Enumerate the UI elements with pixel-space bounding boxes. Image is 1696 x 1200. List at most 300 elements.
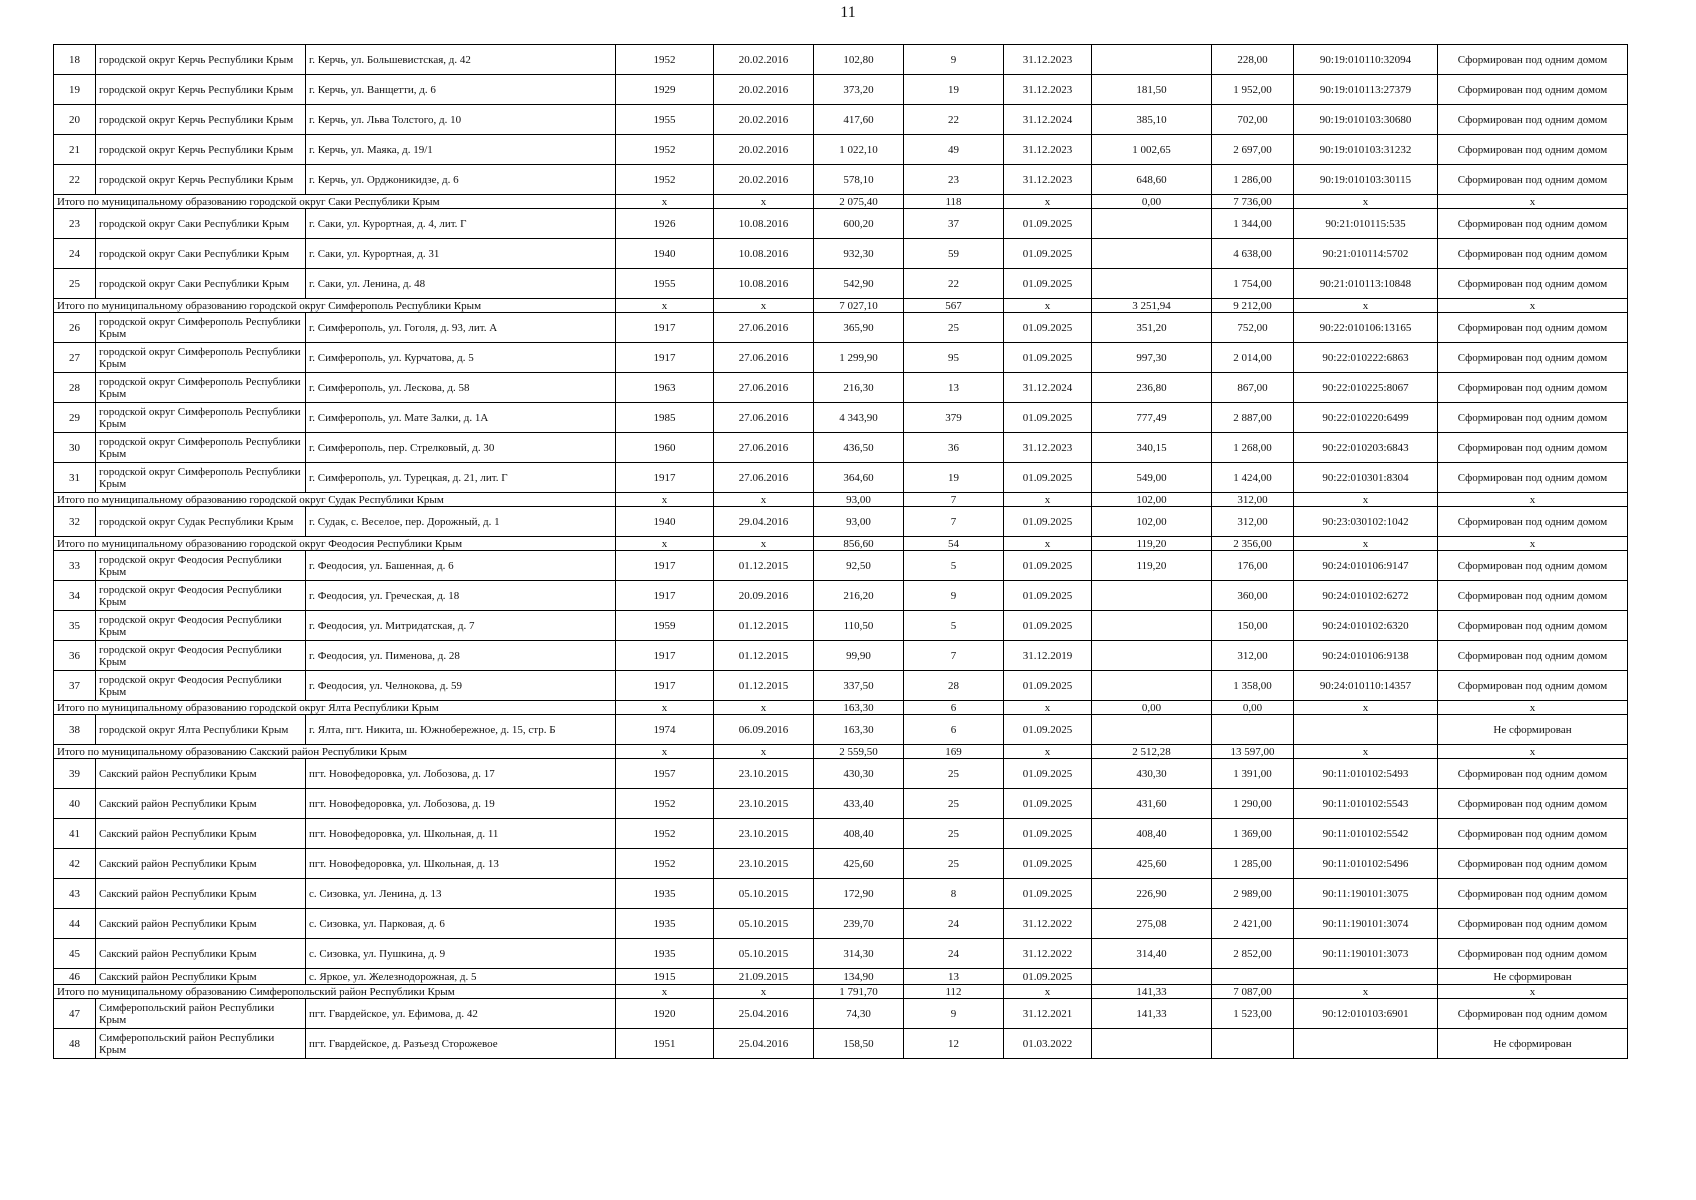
date-cell: 23.10.2015 (714, 789, 814, 819)
area-cell: 1 022,10 (814, 135, 904, 165)
deadline-cell: x (1004, 299, 1092, 313)
address-cell: г. Феодосия, ул. Митридатская, д. 7 (306, 611, 616, 641)
row-number-cell: 37 (54, 671, 96, 701)
residents-cell: 5 (904, 611, 1004, 641)
table-row (54, 999, 1628, 1029)
deadline-cell: 31.12.2021 (1004, 999, 1092, 1029)
row-number-cell: 21 (54, 135, 96, 165)
subtotal-label: Итого по муниципальному образованию Симферопольский район Республики Крым (54, 985, 616, 999)
date-cell: 29.04.2016 (714, 507, 814, 537)
cadastral-number-cell: 90:11:010102:5543 (1294, 789, 1438, 819)
land-status-cell: Не сформирован (1438, 1029, 1628, 1059)
row-number-cell: 26 (54, 313, 96, 343)
table-row (54, 611, 1628, 641)
date-cell: 01.12.2015 (714, 611, 814, 641)
date-cell: 10.08.2016 (714, 239, 814, 269)
municipality-cell: городской округ Симферополь Республики Крым (96, 463, 306, 493)
value2-cell: 4 638,00 (1212, 239, 1294, 269)
area-cell: 1 791,70 (814, 985, 904, 999)
residents-cell: 13 (904, 373, 1004, 403)
municipality-cell: городской округ Феодосия Республики Крым (96, 611, 306, 641)
residents-cell: 9 (904, 999, 1004, 1029)
row-number-cell: 45 (54, 939, 96, 969)
table-row (54, 759, 1628, 789)
land-status-cell: Сформирован под одним домом (1438, 135, 1628, 165)
area-cell: 102,80 (814, 45, 904, 75)
value1-cell: 0,00 (1092, 701, 1212, 715)
area-cell: 74,30 (814, 999, 904, 1029)
deadline-cell: 31.12.2023 (1004, 45, 1092, 75)
cadastral-number-cell: 90:22:010222:6863 (1294, 343, 1438, 373)
value1-cell: 431,60 (1092, 789, 1212, 819)
cadastral-number-cell: 90:22:010301:8304 (1294, 463, 1438, 493)
cadastral-number-cell: 90:19:010103:30115 (1294, 165, 1438, 195)
value2-cell (1212, 1029, 1294, 1059)
municipality-cell: городской округ Феодосия Республики Крым (96, 641, 306, 671)
area-cell: 364,60 (814, 463, 904, 493)
year-cell: 1917 (616, 551, 714, 581)
municipality-cell: городской округ Керчь Республики Крым (96, 45, 306, 75)
area-cell: 600,20 (814, 209, 904, 239)
municipality-cell: Сакский район Республики Крым (96, 849, 306, 879)
value2-cell: 1 290,00 (1212, 789, 1294, 819)
date-cell: 21.09.2015 (714, 969, 814, 985)
value1-cell: 997,30 (1092, 343, 1212, 373)
municipality-cell: городской округ Симферополь Республики Крым (96, 433, 306, 463)
year-cell: 1952 (616, 849, 714, 879)
value1-cell: 275,08 (1092, 909, 1212, 939)
cadastral-number-cell: 90:11:010102:5496 (1294, 849, 1438, 879)
cadastral-number-cell: 90:19:010110:32094 (1294, 45, 1438, 75)
address-cell: пгт. Гвардейское, д. Разъезд Сторожевое (306, 1029, 616, 1059)
value2-cell: 7 736,00 (1212, 195, 1294, 209)
land-status-cell: Сформирован под одним домом (1438, 879, 1628, 909)
land-status-cell: Не сформирован (1438, 969, 1628, 985)
municipality-cell: Сакский район Республики Крым (96, 819, 306, 849)
year-cell: 1974 (616, 715, 714, 745)
table-row (54, 239, 1628, 269)
cadastral-number-cell (1294, 715, 1438, 745)
cadastral-number-cell (1294, 969, 1438, 985)
deadline-cell: 01.09.2025 (1004, 789, 1092, 819)
value1-cell: 102,00 (1092, 493, 1212, 507)
land-status-cell: Сформирован под одним домом (1438, 581, 1628, 611)
date-cell: 10.08.2016 (714, 269, 814, 299)
date-cell: x (714, 195, 814, 209)
municipality-cell: городской округ Симферополь Республики Крым (96, 313, 306, 343)
residents-cell: 37 (904, 209, 1004, 239)
year-cell: x (616, 537, 714, 551)
deadline-cell: 01.09.2025 (1004, 715, 1092, 745)
area-cell: 216,30 (814, 373, 904, 403)
area-cell: 2 559,50 (814, 745, 904, 759)
table-row (54, 819, 1628, 849)
deadline-cell: x (1004, 493, 1092, 507)
table-row (54, 909, 1628, 939)
cadastral-number-cell: 90:23:030102:1042 (1294, 507, 1438, 537)
land-status-cell: Сформирован под одним домом (1438, 463, 1628, 493)
land-status-cell: Сформирован под одним домом (1438, 209, 1628, 239)
cadastral-number-cell: 90:19:010103:31232 (1294, 135, 1438, 165)
area-cell: 856,60 (814, 537, 904, 551)
residents-cell: 7 (904, 507, 1004, 537)
subtotal-row (54, 195, 1628, 209)
residents-cell: 169 (904, 745, 1004, 759)
year-cell: 1959 (616, 611, 714, 641)
value2-cell: 2 697,00 (1212, 135, 1294, 165)
municipality-cell: городской округ Керчь Республики Крым (96, 165, 306, 195)
cadastral-number-cell: x (1294, 985, 1438, 999)
date-cell: 20.02.2016 (714, 105, 814, 135)
area-cell: 417,60 (814, 105, 904, 135)
cadastral-number-cell: 90:11:010102:5493 (1294, 759, 1438, 789)
row-number-cell: 38 (54, 715, 96, 745)
address-cell: г. Саки, ул. Курортная, д. 31 (306, 239, 616, 269)
residents-cell: 8 (904, 879, 1004, 909)
value2-cell: 2 989,00 (1212, 879, 1294, 909)
land-status-cell: Сформирован под одним домом (1438, 343, 1628, 373)
address-cell: г. Керчь, ул. Ванщетти, д. 6 (306, 75, 616, 105)
value2-cell: 2 356,00 (1212, 537, 1294, 551)
address-cell: г. Ялта, пгт. Никита, ш. Южнобережное, д. 15, стр. Б (306, 715, 616, 745)
land-status-cell: Сформирован под одним домом (1438, 849, 1628, 879)
cadastral-number-cell: 90:11:190101:3075 (1294, 879, 1438, 909)
deadline-cell: 01.09.2025 (1004, 879, 1092, 909)
year-cell: x (616, 985, 714, 999)
land-status-cell: Сформирован под одним домом (1438, 789, 1628, 819)
address-cell: г. Керчь, ул. Орджоникидзе, д. 6 (306, 165, 616, 195)
municipality-cell: городской округ Керчь Республики Крым (96, 105, 306, 135)
year-cell: 1955 (616, 105, 714, 135)
deadline-cell: 01.09.2025 (1004, 209, 1092, 239)
table-row (54, 373, 1628, 403)
year-cell: 1957 (616, 759, 714, 789)
area-cell: 433,40 (814, 789, 904, 819)
value2-cell: 2 014,00 (1212, 343, 1294, 373)
date-cell: 01.12.2015 (714, 671, 814, 701)
value2-cell: 1 754,00 (1212, 269, 1294, 299)
municipality-cell: городской округ Ялта Республики Крым (96, 715, 306, 745)
residents-cell: 13 (904, 969, 1004, 985)
area-cell: 134,90 (814, 969, 904, 985)
address-cell: г. Симферополь, ул. Мате Залки, д. 1А (306, 403, 616, 433)
value1-cell: 102,00 (1092, 507, 1212, 537)
table-row (54, 269, 1628, 299)
table-body (54, 45, 1628, 1059)
date-cell: 27.06.2016 (714, 433, 814, 463)
municipality-cell: городской округ Керчь Республики Крым (96, 135, 306, 165)
value2-cell: 1 285,00 (1212, 849, 1294, 879)
area-cell: 163,30 (814, 701, 904, 715)
area-cell: 425,60 (814, 849, 904, 879)
municipality-cell: городской округ Судак Республики Крым (96, 507, 306, 537)
date-cell: 27.06.2016 (714, 343, 814, 373)
residents-cell: 24 (904, 909, 1004, 939)
land-status-cell: Сформирован под одним домом (1438, 239, 1628, 269)
deadline-cell: 01.09.2025 (1004, 759, 1092, 789)
subtotal-row (54, 701, 1628, 715)
area-cell: 314,30 (814, 939, 904, 969)
value1-cell (1092, 611, 1212, 641)
date-cell: 10.08.2016 (714, 209, 814, 239)
value1-cell: 385,10 (1092, 105, 1212, 135)
housing-register-table (53, 44, 1628, 1059)
date-cell: 20.02.2016 (714, 165, 814, 195)
year-cell: 1917 (616, 671, 714, 701)
table-row (54, 715, 1628, 745)
deadline-cell: 31.12.2024 (1004, 373, 1092, 403)
address-cell: г. Симферополь, ул. Турецкая, д. 21, лит. Г (306, 463, 616, 493)
row-number-cell: 23 (54, 209, 96, 239)
area-cell: 337,50 (814, 671, 904, 701)
row-number-cell: 48 (54, 1029, 96, 1059)
row-number-cell: 47 (54, 999, 96, 1029)
land-status-cell: Сформирован под одним домом (1438, 313, 1628, 343)
year-cell: 1952 (616, 165, 714, 195)
value2-cell: 312,00 (1212, 507, 1294, 537)
cadastral-number-cell: 90:11:190101:3073 (1294, 939, 1438, 969)
area-cell: 408,40 (814, 819, 904, 849)
cadastral-number-cell (1294, 1029, 1438, 1059)
table-row (54, 343, 1628, 373)
row-number-cell: 30 (54, 433, 96, 463)
value2-cell: 1 358,00 (1212, 671, 1294, 701)
value1-cell (1092, 45, 1212, 75)
year-cell: 1951 (616, 1029, 714, 1059)
residents-cell: 112 (904, 985, 1004, 999)
row-number-cell: 24 (54, 239, 96, 269)
area-cell: 932,30 (814, 239, 904, 269)
row-number-cell: 35 (54, 611, 96, 641)
address-cell: г. Симферополь, ул. Гоголя, д. 93, лит. А (306, 313, 616, 343)
date-cell: 27.06.2016 (714, 313, 814, 343)
address-cell: г. Симферополь, ул. Курчатова, д. 5 (306, 343, 616, 373)
residents-cell: 7 (904, 493, 1004, 507)
subtotal-label: Итого по муниципальному образованию Сакский район Республики Крым (54, 745, 616, 759)
value2-cell: 176,00 (1212, 551, 1294, 581)
municipality-cell: Симферопольский район Республики Крым (96, 1029, 306, 1059)
row-number-cell: 33 (54, 551, 96, 581)
cadastral-number-cell: x (1294, 701, 1438, 715)
residents-cell: 25 (904, 789, 1004, 819)
cadastral-number-cell: 90:24:010106:9147 (1294, 551, 1438, 581)
value1-cell (1092, 269, 1212, 299)
land-status-cell: Сформирован под одним домом (1438, 671, 1628, 701)
municipality-cell: Сакский район Республики Крым (96, 909, 306, 939)
table-row (54, 671, 1628, 701)
residents-cell: 95 (904, 343, 1004, 373)
land-status-cell: Сформирован под одним домом (1438, 909, 1628, 939)
date-cell: x (714, 299, 814, 313)
area-cell: 216,20 (814, 581, 904, 611)
value2-cell: 702,00 (1212, 105, 1294, 135)
deadline-cell: x (1004, 745, 1092, 759)
subtotal-label: Итого по муниципальному образованию городской округ Саки Республики Крым (54, 195, 616, 209)
residents-cell: 9 (904, 45, 1004, 75)
year-cell: 1952 (616, 135, 714, 165)
land-status-cell: Сформирован под одним домом (1438, 403, 1628, 433)
land-status-cell: Сформирован под одним домом (1438, 507, 1628, 537)
row-number-cell: 34 (54, 581, 96, 611)
year-cell: 1952 (616, 819, 714, 849)
date-cell: 23.10.2015 (714, 849, 814, 879)
year-cell: 1952 (616, 45, 714, 75)
municipality-cell: Симферопольский район Республики Крым (96, 999, 306, 1029)
area-cell: 1 299,90 (814, 343, 904, 373)
cadastral-number-cell: 90:24:010102:6272 (1294, 581, 1438, 611)
land-status-cell: Сформирован под одним домом (1438, 641, 1628, 671)
value1-cell: 2 512,28 (1092, 745, 1212, 759)
value2-cell: 150,00 (1212, 611, 1294, 641)
value2-cell: 312,00 (1212, 641, 1294, 671)
table-row (54, 879, 1628, 909)
municipality-cell: Сакский район Республики Крым (96, 759, 306, 789)
year-cell: 1917 (616, 343, 714, 373)
cadastral-number-cell: 90:11:010102:5542 (1294, 819, 1438, 849)
address-cell: пгт. Новофедоровка, ул. Школьная, д. 13 (306, 849, 616, 879)
cadastral-number-cell: 90:12:010103:6901 (1294, 999, 1438, 1029)
deadline-cell: x (1004, 537, 1092, 551)
land-status-cell: Не сформирован (1438, 715, 1628, 745)
date-cell: 05.10.2015 (714, 909, 814, 939)
subtotal-label: Итого по муниципальному образованию городской округ Симферополь Республики Крым (54, 299, 616, 313)
municipality-cell: городской округ Феодосия Республики Крым (96, 581, 306, 611)
address-cell: пгт. Новофедоровка, ул. Школьная, д. 11 (306, 819, 616, 849)
value1-cell: 141,33 (1092, 999, 1212, 1029)
residents-cell: 5 (904, 551, 1004, 581)
municipality-cell: городской округ Саки Республики Крым (96, 239, 306, 269)
value1-cell: 408,40 (1092, 819, 1212, 849)
table-row (54, 45, 1628, 75)
value1-cell: 119,20 (1092, 551, 1212, 581)
cadastral-number-cell: x (1294, 299, 1438, 313)
value1-cell (1092, 715, 1212, 745)
year-cell: 1917 (616, 641, 714, 671)
land-status-cell: x (1438, 195, 1628, 209)
municipality-cell: Сакский район Республики Крым (96, 879, 306, 909)
row-number-cell: 39 (54, 759, 96, 789)
row-number-cell: 22 (54, 165, 96, 195)
area-cell: 430,30 (814, 759, 904, 789)
date-cell: 27.06.2016 (714, 403, 814, 433)
deadline-cell: 01.09.2025 (1004, 611, 1092, 641)
value2-cell (1212, 715, 1294, 745)
residents-cell: 25 (904, 759, 1004, 789)
subtotal-label: Итого по муниципальному образованию городской округ Судак Республики Крым (54, 493, 616, 507)
year-cell: 1917 (616, 581, 714, 611)
value2-cell: 2 421,00 (1212, 909, 1294, 939)
area-cell: 4 343,90 (814, 403, 904, 433)
residents-cell: 59 (904, 239, 1004, 269)
address-cell: г. Феодосия, ул. Башенная, д. 6 (306, 551, 616, 581)
deadline-cell: 01.09.2025 (1004, 507, 1092, 537)
date-cell: 05.10.2015 (714, 879, 814, 909)
year-cell: 1952 (616, 789, 714, 819)
row-number-cell: 28 (54, 373, 96, 403)
area-cell: 7 027,10 (814, 299, 904, 313)
land-status-cell: x (1438, 701, 1628, 715)
value1-cell: 648,60 (1092, 165, 1212, 195)
year-cell: x (616, 299, 714, 313)
deadline-cell: 01.09.2025 (1004, 239, 1092, 269)
land-status-cell: Сформирован под одним домом (1438, 611, 1628, 641)
cadastral-number-cell: 90:21:010114:5702 (1294, 239, 1438, 269)
land-status-cell: x (1438, 299, 1628, 313)
residents-cell: 12 (904, 1029, 1004, 1059)
land-status-cell: Сформирован под одним домом (1438, 45, 1628, 75)
land-status-cell: x (1438, 537, 1628, 551)
land-status-cell: Сформирован под одним домом (1438, 759, 1628, 789)
land-status-cell: Сформирован под одним домом (1438, 105, 1628, 135)
subtotal-row (54, 745, 1628, 759)
residents-cell: 19 (904, 463, 1004, 493)
residents-cell: 25 (904, 313, 1004, 343)
date-cell: 23.10.2015 (714, 819, 814, 849)
year-cell: x (616, 195, 714, 209)
deadline-cell: 01.09.2025 (1004, 551, 1092, 581)
value1-cell: 226,90 (1092, 879, 1212, 909)
year-cell: 1915 (616, 969, 714, 985)
date-cell: 25.04.2016 (714, 999, 814, 1029)
table-row (54, 209, 1628, 239)
land-status-cell: x (1438, 745, 1628, 759)
area-cell: 2 075,40 (814, 195, 904, 209)
table-row (54, 433, 1628, 463)
deadline-cell: 01.09.2025 (1004, 269, 1092, 299)
value2-cell: 0,00 (1212, 701, 1294, 715)
value1-cell: 236,80 (1092, 373, 1212, 403)
cadastral-number-cell: 90:22:010106:13165 (1294, 313, 1438, 343)
value1-cell: 3 251,94 (1092, 299, 1212, 313)
residents-cell: 6 (904, 701, 1004, 715)
value2-cell: 360,00 (1212, 581, 1294, 611)
land-status-cell: Сформирован под одним домом (1438, 165, 1628, 195)
table-row (54, 463, 1628, 493)
row-number-cell: 41 (54, 819, 96, 849)
residents-cell: 379 (904, 403, 1004, 433)
residents-cell: 28 (904, 671, 1004, 701)
value1-cell (1092, 239, 1212, 269)
row-number-cell: 18 (54, 45, 96, 75)
row-number-cell: 36 (54, 641, 96, 671)
area-cell: 163,30 (814, 715, 904, 745)
address-cell: г. Симферополь, ул. Лескова, д. 58 (306, 373, 616, 403)
deadline-cell: x (1004, 985, 1092, 999)
address-cell: с. Сизовка, ул. Парковая, д. 6 (306, 909, 616, 939)
land-status-cell: x (1438, 493, 1628, 507)
cadastral-number-cell: 90:22:010203:6843 (1294, 433, 1438, 463)
address-cell: г. Саки, ул. Ленина, д. 48 (306, 269, 616, 299)
municipality-cell: городской округ Симферополь Республики Крым (96, 403, 306, 433)
date-cell: 20.02.2016 (714, 75, 814, 105)
cadastral-number-cell: 90:19:010113:27379 (1294, 75, 1438, 105)
date-cell: x (714, 493, 814, 507)
value2-cell: 13 597,00 (1212, 745, 1294, 759)
date-cell: x (714, 537, 814, 551)
address-cell: г. Судак, с. Веселое, пер. Дорожный, д. 1 (306, 507, 616, 537)
year-cell: 1963 (616, 373, 714, 403)
year-cell: 1940 (616, 507, 714, 537)
date-cell: x (714, 985, 814, 999)
address-cell: г. Керчь, ул. Маяка, д. 19/1 (306, 135, 616, 165)
area-cell: 93,00 (814, 507, 904, 537)
address-cell: с. Сизовка, ул. Пушкина, д. 9 (306, 939, 616, 969)
value1-cell (1092, 581, 1212, 611)
table-row (54, 165, 1628, 195)
address-cell: пгт. Новофедоровка, ул. Лобозова, д. 19 (306, 789, 616, 819)
land-status-cell: Сформирован под одним домом (1438, 373, 1628, 403)
value1-cell: 425,60 (1092, 849, 1212, 879)
